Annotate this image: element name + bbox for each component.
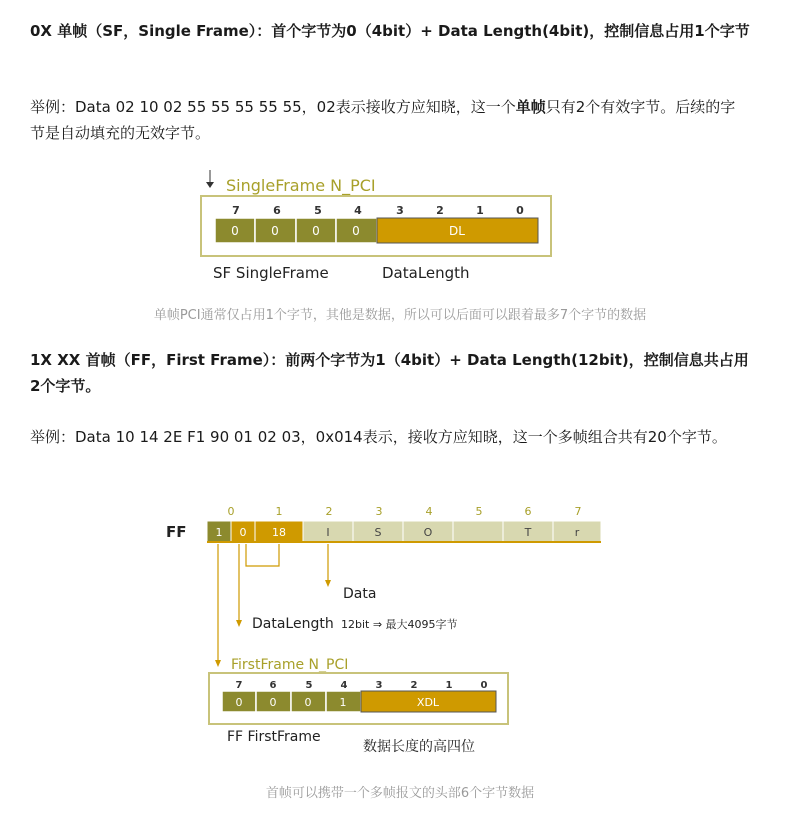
byte-index: 4 — [425, 505, 433, 518]
single-frame-figure — [0, 160, 800, 300]
firstframe-title: FirstFrame N_PCI — [231, 657, 349, 673]
first-frame-figure — [0, 500, 800, 770]
bit-number: 7 — [232, 204, 240, 217]
bit-number: 4 — [340, 680, 348, 691]
byte-index: 6 — [524, 505, 532, 518]
xdl-description: 数据长度的高四位 — [363, 739, 475, 755]
sf-label: SF SingleFrame — [213, 264, 329, 282]
byte-index: 7 — [574, 505, 582, 518]
datalength-bracket — [246, 544, 279, 566]
section1-heading: 0X 单帧（SF，Single Frame）：首个字节为0（4bit）+ Data Length(4bit)，控制信息占用1个字节 — [30, 22, 750, 40]
nibble-value: 0 — [271, 224, 279, 238]
dl-label: DL — [449, 224, 465, 238]
arrow-down-icon — [236, 620, 242, 627]
section2-heading: 1X XX 首帧（FF，First Frame）：前两个字节为1（4bit）+ Data Length(12bit)，控制信息共占用2个字节。 — [30, 351, 749, 395]
byte-cell — [453, 521, 503, 542]
nibble-value: 1 — [339, 696, 347, 709]
bit-number: 7 — [235, 680, 243, 691]
datalength-note: 12bit ⇒ 最大4095字节 — [341, 618, 458, 631]
ff-firstframe-label: FF FirstFrame — [227, 729, 321, 745]
bit-number: 1 — [476, 204, 484, 217]
bit-number: 0 — [480, 680, 488, 691]
data-label: Data — [343, 586, 377, 602]
byte-value: O — [423, 526, 433, 539]
byte-index: 5 — [475, 505, 483, 518]
section2-caption: 首帧可以携带一个多帧报文的头部6个字节数据 — [265, 786, 535, 801]
bit-number: 5 — [305, 680, 313, 691]
byte-value: I — [326, 526, 330, 539]
section1-caption: 单帧PCI通常仅占用1个字节，其他是数据，所以可以后面可以跟着最多7个字节的数据 — [153, 308, 647, 323]
nibble-value: 0 — [231, 224, 239, 238]
example-bold: 单帧 — [515, 98, 546, 116]
nibble-value: 0 — [304, 696, 312, 709]
bit-number: 6 — [273, 204, 281, 217]
section2-example: 举例：Data 10 14 2E F1 90 01 02 03，0x014表示，接收方应知晓，这一个多帧组合共有20个字节。 — [30, 428, 727, 446]
example-prefix: 举例：Data 02 10 02 55 55 55 55 55，02表示接收方应知晓，这一个 — [30, 98, 516, 116]
section1-example — [30, 94, 750, 146]
byte-value: S — [374, 526, 382, 539]
bit-number: 4 — [354, 204, 362, 217]
arrow-down-icon — [325, 580, 331, 587]
xdl-label: XDL — [416, 696, 440, 709]
bit-number: 2 — [436, 204, 444, 217]
bit-number: 3 — [396, 204, 404, 217]
nibble-value: 0 — [269, 696, 277, 709]
bit-number: 0 — [516, 204, 524, 217]
byte-value: 1 — [215, 526, 223, 539]
nibble-value: 0 — [352, 224, 360, 238]
byte-index: 1 — [275, 505, 283, 518]
byte-value: T — [524, 526, 532, 539]
single-frame-title: SingleFrame N_PCI — [226, 176, 376, 195]
bit-number: 3 — [375, 680, 383, 691]
byte-value: r — [574, 526, 580, 539]
nibble-value: 0 — [312, 224, 320, 238]
byte-index: 2 — [325, 505, 333, 518]
bit-number: 1 — [445, 680, 453, 691]
bit-number: 5 — [314, 204, 322, 217]
nibble-value: 0 — [235, 696, 243, 709]
byte-value: 0 — [239, 526, 247, 539]
ff-label: FF — [166, 523, 187, 541]
example-suffix: 只有2个有效字节。后续的字节是自动填充的无效字节。 — [30, 98, 736, 142]
bit-number: 6 — [269, 680, 277, 691]
byte-index: 0 — [227, 505, 235, 518]
byte-index: 3 — [375, 505, 383, 518]
ff-datalength-label: DataLength — [252, 616, 334, 632]
arrow-down-icon — [215, 660, 221, 667]
bit-number: 2 — [410, 680, 418, 691]
datalength-label: DataLength — [382, 264, 470, 282]
byte-value: 18 — [272, 526, 286, 539]
